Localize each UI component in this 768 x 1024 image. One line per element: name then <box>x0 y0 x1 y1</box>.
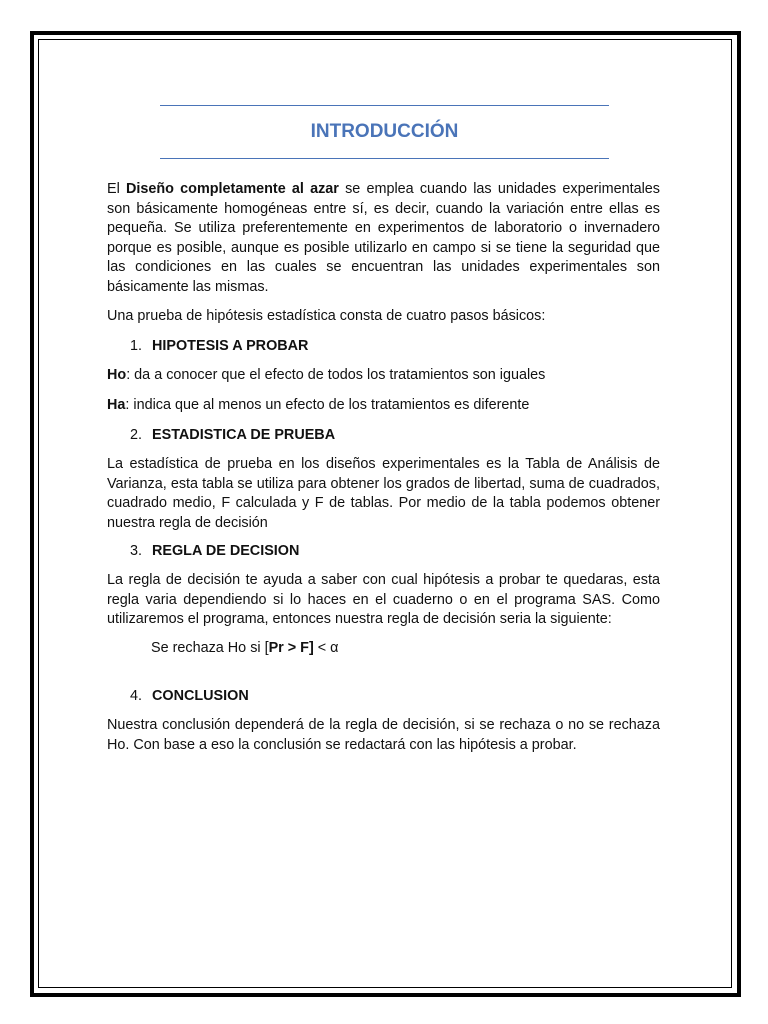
ho-label: Ho <box>107 367 127 383</box>
regla-paragraph: La regla de decisión te ayuda a saber con cual hipótesis a probar te quedaras, esta regla varia dependiendo si lo haces en el cuaderno o en el programa SAS. Como utilizaremos el programa, entonces nuestra regla de decisión seria la siguiente: <box>107 572 660 628</box>
step-label: HIPOTESIS A PROBAR <box>152 338 309 354</box>
step-4-heading <box>130 687 249 707</box>
ha-text: : indica que al menos un efecto de los tratamientos es diferente <box>125 397 530 413</box>
ho-text: : da a conocer que el efecto de todos los tratamientos son iguales <box>126 367 546 383</box>
rule-pre: Se rechaza Ho si [ <box>151 640 269 656</box>
step-number: 2. <box>130 427 143 443</box>
step-number: 3. <box>130 543 143 559</box>
ho-line <box>107 366 545 386</box>
title-rule-top <box>160 105 609 106</box>
intro-paragraph <box>107 180 660 298</box>
ha-line <box>107 396 529 416</box>
rule-post: < α <box>313 640 339 656</box>
page-title: INTRODUCCIÓN <box>310 121 459 142</box>
ha-label: Ha <box>107 397 126 413</box>
intro-lead: El <box>107 181 126 197</box>
rule-bold: Pr > F] <box>268 640 314 656</box>
intro-rest: se emplea cuando las unidades experimentales son básicamente homogéneas entre sí, es decir, cuando la variación entre ellas es pequeña. Se utiliza preferentemente en experimentos de laboratorio o invernadero porque es posible, aunque es posible utilizarlo en campo si se tiene la seguridad que las condiciones en las cuales se encuentran las unidades experimentales son básicamente las mismas. <box>107 181 660 295</box>
estadistica-paragraph: La estadística de prueba en los diseños experimentales es la Tabla de Análisis de Varianza, esta tabla se utiliza para obtener los grados de libertad, suma de cuadrados, cuadrado medio, F calculada y F de tablas. Por medio de la tabla podemos obtener nuestra regla de decisión <box>107 456 660 531</box>
step-label: REGLA DE DECISION <box>152 543 300 559</box>
step-number: 1. <box>130 338 143 354</box>
step-3-heading <box>130 542 299 562</box>
steps-intro: Una prueba de hipótesis estadística consta de cuatro pasos básicos: <box>107 308 546 324</box>
step-1-heading <box>130 337 308 357</box>
rejection-rule <box>151 639 339 659</box>
conclusion-paragraph: Nuestra conclusión dependerá de la regla de decisión, si se rechaza o no se rechaza Ho. Con base a eso la conclusión se redactará con las hipótesis a probar. <box>107 717 660 753</box>
step-number: 4. <box>130 688 143 704</box>
step-2-heading <box>130 426 335 446</box>
step-label: ESTADISTICA DE PRUEBA <box>152 427 336 443</box>
title-rule-bottom <box>160 158 609 159</box>
step-label: CONCLUSION <box>152 688 249 704</box>
intro-bold-term: Diseño completamente al azar <box>125 181 339 197</box>
